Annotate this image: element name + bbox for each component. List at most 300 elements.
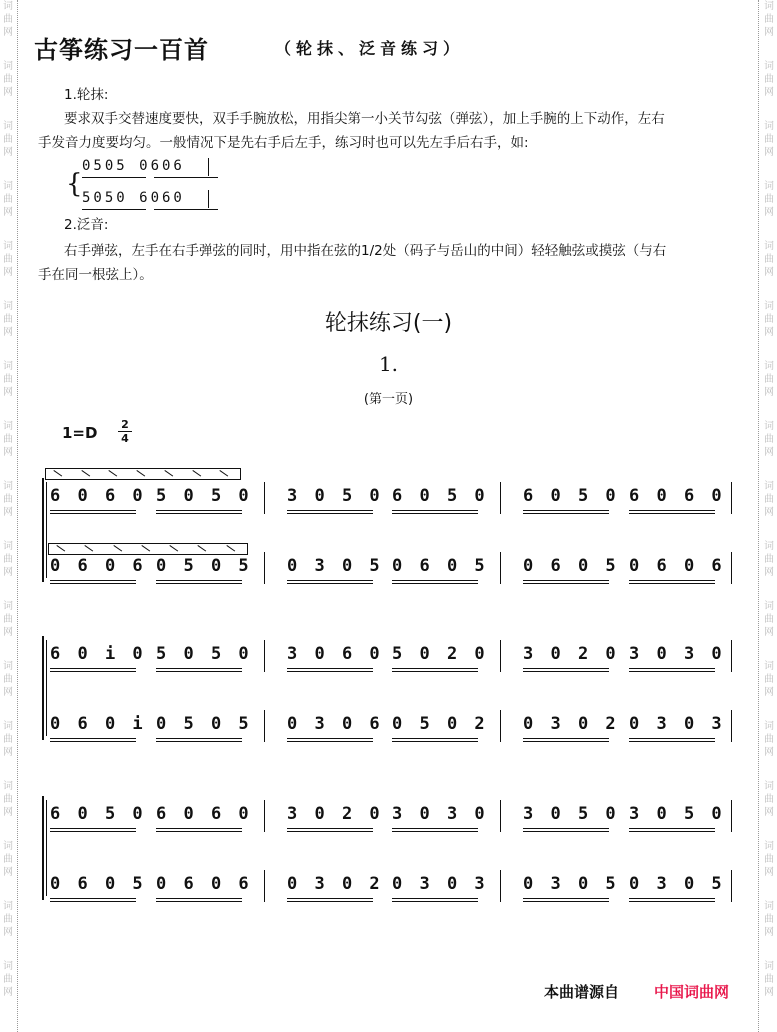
note-group: 0 6 0 i xyxy=(50,714,147,734)
time-bottom: 4 xyxy=(118,431,132,445)
watermark-group xyxy=(762,60,776,99)
watermark-group xyxy=(1,480,15,519)
note-group: 6 0 6 0 xyxy=(156,804,253,824)
watermark-char: 词 xyxy=(764,781,774,792)
note-group: 5 0 2 0 xyxy=(392,644,489,664)
watermark-char: 词 xyxy=(3,721,13,732)
note-underline-second xyxy=(629,513,715,514)
note-underline-second xyxy=(392,671,478,672)
watermark-char: 网 xyxy=(3,87,13,98)
note-underline xyxy=(50,898,136,899)
watermark-char: 网 xyxy=(764,507,774,518)
stroke-mark xyxy=(109,470,118,477)
barline xyxy=(731,552,732,584)
watermark-group xyxy=(762,420,776,459)
watermark-char: 网 xyxy=(764,267,774,278)
watermark-char: 曲 xyxy=(764,614,774,625)
note-underline xyxy=(629,510,715,511)
barline xyxy=(731,870,732,902)
watermark-char: 词 xyxy=(3,481,13,492)
note-underline-second xyxy=(50,741,136,742)
watermark-char: 词 xyxy=(3,241,13,252)
note-underline-second xyxy=(156,583,242,584)
section2-line1: 右手弹弦，左手在右手弹弦的同时，用中指在弦的1/2处（码子与岳山的中间）轻轻触弦或摸弦（与右 xyxy=(64,243,667,259)
watermark-char: 词 xyxy=(3,901,13,912)
watermark-char: 词 xyxy=(3,301,13,312)
note-group: 6 0 5 0 xyxy=(523,486,620,506)
watermark-char: 曲 xyxy=(3,254,13,265)
barline xyxy=(500,482,501,514)
watermark-char: 网 xyxy=(3,987,13,998)
watermark-char: 词 xyxy=(3,961,13,972)
note-underline xyxy=(392,668,478,669)
note-group: 3 0 3 0 xyxy=(392,804,489,824)
time-signature xyxy=(118,418,132,445)
watermark-char: 词 xyxy=(3,61,13,72)
note-group: 0 3 0 5 xyxy=(287,556,384,576)
barline xyxy=(731,640,732,672)
watermark-group xyxy=(1,0,15,39)
note-underline xyxy=(523,738,609,739)
note-underline xyxy=(156,580,242,581)
note-underline xyxy=(392,738,478,739)
note-underline xyxy=(392,898,478,899)
note-underline-second xyxy=(523,831,609,832)
note-underline xyxy=(50,738,136,739)
right-watermark-column xyxy=(762,0,776,1032)
stroke-mark xyxy=(81,470,90,477)
watermark-char: 词 xyxy=(764,721,774,732)
note-underline xyxy=(523,510,609,511)
note-group: 0 5 0 5 xyxy=(156,714,253,734)
watermark-char: 网 xyxy=(3,207,13,218)
example-top: 0505 0606 xyxy=(82,158,185,174)
note-group: 3 0 5 0 xyxy=(287,486,384,506)
note-underline xyxy=(156,898,242,899)
watermark-char: 网 xyxy=(3,627,13,638)
watermark-char: 网 xyxy=(764,567,774,578)
note-underline xyxy=(156,668,242,669)
watermark-group xyxy=(1,180,15,219)
watermark-group xyxy=(762,0,776,39)
note-group: 0 6 0 6 xyxy=(156,874,253,894)
watermark-char: 网 xyxy=(764,27,774,38)
watermark-group xyxy=(762,120,776,159)
note-underline-second xyxy=(523,583,609,584)
watermark-char: 曲 xyxy=(764,494,774,505)
watermark-group xyxy=(1,840,15,879)
note-underline xyxy=(287,668,373,669)
stroke-mark xyxy=(137,470,146,477)
watermark-char: 曲 xyxy=(764,14,774,25)
watermark-char: 曲 xyxy=(3,134,13,145)
note-group: 3 0 6 0 xyxy=(287,644,384,664)
watermark-group xyxy=(1,600,15,639)
watermark-char: 网 xyxy=(3,447,13,458)
note-group: 0 6 0 5 xyxy=(50,874,147,894)
stroke-mark xyxy=(170,545,179,552)
note-group: 3 0 5 0 xyxy=(629,804,726,824)
stroke-mark xyxy=(192,470,201,477)
watermark-char: 曲 xyxy=(3,314,13,325)
watermark-char: 曲 xyxy=(764,254,774,265)
note-underline-second xyxy=(156,671,242,672)
watermark-char: 网 xyxy=(764,387,774,398)
watermark-char: 曲 xyxy=(764,554,774,565)
stroke-mark xyxy=(220,470,229,477)
note-underline-second xyxy=(50,513,136,514)
note-underline-second xyxy=(287,741,373,742)
stroke-box xyxy=(48,543,248,555)
watermark-char: 网 xyxy=(3,507,13,518)
stroke-mark xyxy=(164,470,173,477)
note-group: 0 3 0 5 xyxy=(629,874,726,894)
watermark-char: 曲 xyxy=(3,14,13,25)
watermark-char: 词 xyxy=(3,361,13,372)
example-top-underline-1 xyxy=(82,177,146,178)
note-underline-second xyxy=(392,831,478,832)
watermark-char: 词 xyxy=(3,781,13,792)
watermark-char: 词 xyxy=(764,961,774,972)
stroke-mark xyxy=(85,545,94,552)
barline xyxy=(500,552,501,584)
system-left-barline xyxy=(42,796,44,900)
barline xyxy=(264,800,265,832)
note-underline-second xyxy=(523,671,609,672)
barline xyxy=(500,870,501,902)
note-group: 3 0 2 0 xyxy=(523,644,620,664)
watermark-group xyxy=(762,540,776,579)
barline xyxy=(731,710,732,742)
watermark-char: 曲 xyxy=(3,194,13,205)
page-label: (第一页) xyxy=(363,392,414,407)
note-group: 0 3 0 3 xyxy=(392,874,489,894)
note-underline xyxy=(156,738,242,739)
section1-heading: 1.轮抹: xyxy=(64,87,109,103)
example-bottom: 5050 6060 xyxy=(82,190,185,206)
system-left-barline xyxy=(42,636,44,740)
note-underline xyxy=(629,898,715,899)
note-group: 0 5 0 5 xyxy=(156,556,253,576)
watermark-char: 网 xyxy=(764,807,774,818)
note-group: 0 3 0 2 xyxy=(523,714,620,734)
watermark-char: 网 xyxy=(764,87,774,98)
watermark-group xyxy=(762,900,776,939)
watermark-char: 网 xyxy=(3,687,13,698)
note-underline xyxy=(287,510,373,511)
note-group: 0 3 0 3 xyxy=(629,714,726,734)
watermark-group xyxy=(1,660,15,699)
note-underline-second xyxy=(392,901,478,902)
watermark-group xyxy=(1,780,15,819)
watermark-char: 曲 xyxy=(764,434,774,445)
watermark-char: 网 xyxy=(764,927,774,938)
watermark-char: 曲 xyxy=(764,974,774,985)
example-top-barline xyxy=(208,158,209,176)
watermark-char: 曲 xyxy=(764,314,774,325)
watermark-char: 词 xyxy=(764,241,774,252)
watermark-char: 词 xyxy=(3,1,13,12)
note-underline xyxy=(287,898,373,899)
footer-source-label: 本曲谱源自 xyxy=(544,983,620,1001)
watermark-group xyxy=(762,180,776,219)
watermark-char: 曲 xyxy=(764,374,774,385)
watermark-char: 网 xyxy=(3,927,13,938)
note-underline xyxy=(50,668,136,669)
note-underline xyxy=(523,828,609,829)
example-brace: { xyxy=(66,169,83,199)
watermark-char: 网 xyxy=(3,27,13,38)
note-underline xyxy=(392,510,478,511)
watermark-char: 网 xyxy=(764,207,774,218)
watermark-char: 曲 xyxy=(3,854,13,865)
note-underline-second xyxy=(287,671,373,672)
barline xyxy=(264,640,265,672)
section1-line1: 要求双手交替速度要快，双手手腕放松，用指尖第一小关节勾弦（弹弦），加上手腕的上下动作，左右 xyxy=(64,111,665,127)
watermark-char: 网 xyxy=(764,147,774,158)
watermark-char: 曲 xyxy=(3,494,13,505)
note-underline-second xyxy=(629,741,715,742)
watermark-char: 曲 xyxy=(3,674,13,685)
system-bracket xyxy=(46,640,47,736)
piece-number: 1. xyxy=(378,352,399,376)
left-watermark-column xyxy=(1,0,15,1032)
page-subtitle: （轮抹、泛音练习） xyxy=(275,39,465,58)
note-group: 0 3 0 6 xyxy=(287,714,384,734)
watermark-char: 词 xyxy=(764,1,774,12)
note-underline xyxy=(50,510,136,511)
watermark-char: 网 xyxy=(3,387,13,398)
watermark-char: 词 xyxy=(3,541,13,552)
watermark-char: 词 xyxy=(3,661,13,672)
watermark-char: 词 xyxy=(764,541,774,552)
note-group: 0 6 0 5 xyxy=(392,556,489,576)
watermark-char: 曲 xyxy=(3,74,13,85)
watermark-char: 词 xyxy=(764,661,774,672)
watermark-char: 词 xyxy=(3,601,13,612)
barline xyxy=(500,800,501,832)
note-underline xyxy=(287,738,373,739)
note-underline xyxy=(629,668,715,669)
watermark-group xyxy=(1,540,15,579)
watermark-char: 曲 xyxy=(764,794,774,805)
note-group: 0 6 0 6 xyxy=(50,556,147,576)
watermark-char: 网 xyxy=(3,267,13,278)
note-underline-second xyxy=(156,901,242,902)
watermark-char: 曲 xyxy=(3,734,13,745)
note-underline xyxy=(523,580,609,581)
note-underline xyxy=(50,828,136,829)
example-bottom-underline-2 xyxy=(154,209,218,210)
watermark-char: 曲 xyxy=(3,974,13,985)
note-underline-second xyxy=(629,901,715,902)
note-underline-second xyxy=(156,513,242,514)
watermark-char: 词 xyxy=(764,901,774,912)
note-group: 5 0 5 0 xyxy=(156,486,253,506)
barline xyxy=(731,482,732,514)
note-underline-second xyxy=(392,741,478,742)
note-underline xyxy=(629,580,715,581)
barline xyxy=(264,482,265,514)
stroke-mark xyxy=(53,470,62,477)
watermark-char: 曲 xyxy=(3,554,13,565)
section1-line2: 手发音力度要均匀。一般情况下是先右手后左手，练习时也可以先左手后右手，如: xyxy=(38,135,529,151)
note-underline xyxy=(523,668,609,669)
watermark-char: 曲 xyxy=(764,134,774,145)
note-group: 0 6 0 6 xyxy=(629,556,726,576)
watermark-char: 词 xyxy=(764,121,774,132)
note-underline-second xyxy=(523,513,609,514)
page-title: 古筝练习一百首 xyxy=(34,36,209,64)
note-underline-second xyxy=(392,583,478,584)
example-top-underline-2 xyxy=(154,177,218,178)
watermark-group xyxy=(762,600,776,639)
left-border-line xyxy=(17,0,18,1032)
piece-title: 轮抹练习(一) xyxy=(324,311,453,336)
system-bracket xyxy=(46,800,47,896)
section2-heading: 2.泛音: xyxy=(64,217,109,233)
watermark-char: 曲 xyxy=(764,74,774,85)
note-group: 6 0 5 0 xyxy=(50,804,147,824)
footer-site-name: 中国词曲网 xyxy=(654,983,730,1001)
note-underline-second xyxy=(156,741,242,742)
note-underline-second xyxy=(287,513,373,514)
watermark-char: 词 xyxy=(764,601,774,612)
watermark-char: 曲 xyxy=(764,734,774,745)
key-signature: 1=D xyxy=(62,424,98,442)
note-underline-second xyxy=(50,901,136,902)
watermark-char: 词 xyxy=(3,421,13,432)
note-group: 6 0 i 0 xyxy=(50,644,147,664)
note-group: 6 0 5 0 xyxy=(392,486,489,506)
note-underline-second xyxy=(50,831,136,832)
example-bottom-underline-1 xyxy=(82,209,146,210)
watermark-char: 词 xyxy=(3,181,13,192)
note-underline-second xyxy=(50,583,136,584)
watermark-group xyxy=(1,900,15,939)
watermark-group xyxy=(1,240,15,279)
stroke-mark xyxy=(56,545,65,552)
watermark-group xyxy=(762,780,776,819)
watermark-char: 曲 xyxy=(764,194,774,205)
note-group: 3 0 2 0 xyxy=(287,804,384,824)
watermark-char: 网 xyxy=(3,567,13,578)
note-underline xyxy=(392,828,478,829)
right-border-line xyxy=(758,0,759,1032)
watermark-char: 网 xyxy=(3,867,13,878)
time-top: 2 xyxy=(121,418,129,431)
watermark-char: 词 xyxy=(3,841,13,852)
watermark-char: 词 xyxy=(764,61,774,72)
section2-line2: 手在同一根弦上）。 xyxy=(38,267,153,283)
watermark-group xyxy=(762,840,776,879)
note-underline xyxy=(392,580,478,581)
stroke-mark xyxy=(141,545,150,552)
watermark-group xyxy=(762,720,776,759)
note-underline xyxy=(523,898,609,899)
barline xyxy=(500,710,501,742)
note-underline xyxy=(50,580,136,581)
watermark-char: 网 xyxy=(3,807,13,818)
watermark-char: 词 xyxy=(764,301,774,312)
barline xyxy=(731,800,732,832)
example-bottom-barline xyxy=(208,190,209,208)
stroke-box xyxy=(45,468,241,480)
watermark-group xyxy=(1,420,15,459)
watermark-group xyxy=(1,60,15,99)
note-underline-second xyxy=(287,831,373,832)
watermark-group xyxy=(1,960,15,999)
note-underline xyxy=(156,828,242,829)
note-underline-second xyxy=(392,513,478,514)
note-group: 6 0 6 0 xyxy=(50,486,147,506)
note-underline xyxy=(287,828,373,829)
watermark-char: 网 xyxy=(764,327,774,338)
watermark-char: 词 xyxy=(764,421,774,432)
watermark-char: 曲 xyxy=(764,854,774,865)
watermark-char: 词 xyxy=(3,121,13,132)
watermark-char: 网 xyxy=(3,747,13,758)
note-underline xyxy=(156,510,242,511)
watermark-char: 曲 xyxy=(764,674,774,685)
note-underline-second xyxy=(629,583,715,584)
system-left-barline xyxy=(42,478,44,582)
note-group: 0 5 0 2 xyxy=(392,714,489,734)
barline xyxy=(264,710,265,742)
watermark-char: 网 xyxy=(3,327,13,338)
example-notation xyxy=(66,158,216,210)
note-group: 5 0 5 0 xyxy=(156,644,253,664)
watermark-char: 曲 xyxy=(3,914,13,925)
watermark-group xyxy=(762,240,776,279)
stroke-mark xyxy=(226,545,235,552)
watermark-char: 词 xyxy=(764,361,774,372)
note-underline xyxy=(629,828,715,829)
note-underline-second xyxy=(287,901,373,902)
watermark-char: 网 xyxy=(764,867,774,878)
watermark-char: 网 xyxy=(764,747,774,758)
watermark-char: 曲 xyxy=(3,374,13,385)
barline xyxy=(500,640,501,672)
note-underline xyxy=(287,580,373,581)
system-bracket xyxy=(46,482,47,578)
note-underline-second xyxy=(156,831,242,832)
watermark-char: 词 xyxy=(764,841,774,852)
note-underline xyxy=(629,738,715,739)
note-underline-second xyxy=(523,901,609,902)
watermark-char: 网 xyxy=(3,147,13,158)
watermark-char: 曲 xyxy=(764,914,774,925)
watermark-char: 词 xyxy=(764,481,774,492)
stroke-mark xyxy=(198,545,207,552)
watermark-char: 曲 xyxy=(3,614,13,625)
note-group: 0 6 0 5 xyxy=(523,556,620,576)
note-group: 6 0 6 0 xyxy=(629,486,726,506)
note-group: 0 3 0 5 xyxy=(523,874,620,894)
watermark-group xyxy=(1,720,15,759)
note-underline-second xyxy=(523,741,609,742)
barline xyxy=(264,870,265,902)
watermark-char: 词 xyxy=(764,181,774,192)
watermark-char: 网 xyxy=(764,687,774,698)
watermark-char: 网 xyxy=(764,987,774,998)
watermark-char: 曲 xyxy=(3,794,13,805)
note-underline-second xyxy=(50,671,136,672)
note-underline-second xyxy=(287,583,373,584)
stroke-mark xyxy=(113,545,122,552)
watermark-char: 网 xyxy=(764,447,774,458)
note-group: 3 0 5 0 xyxy=(523,804,620,824)
